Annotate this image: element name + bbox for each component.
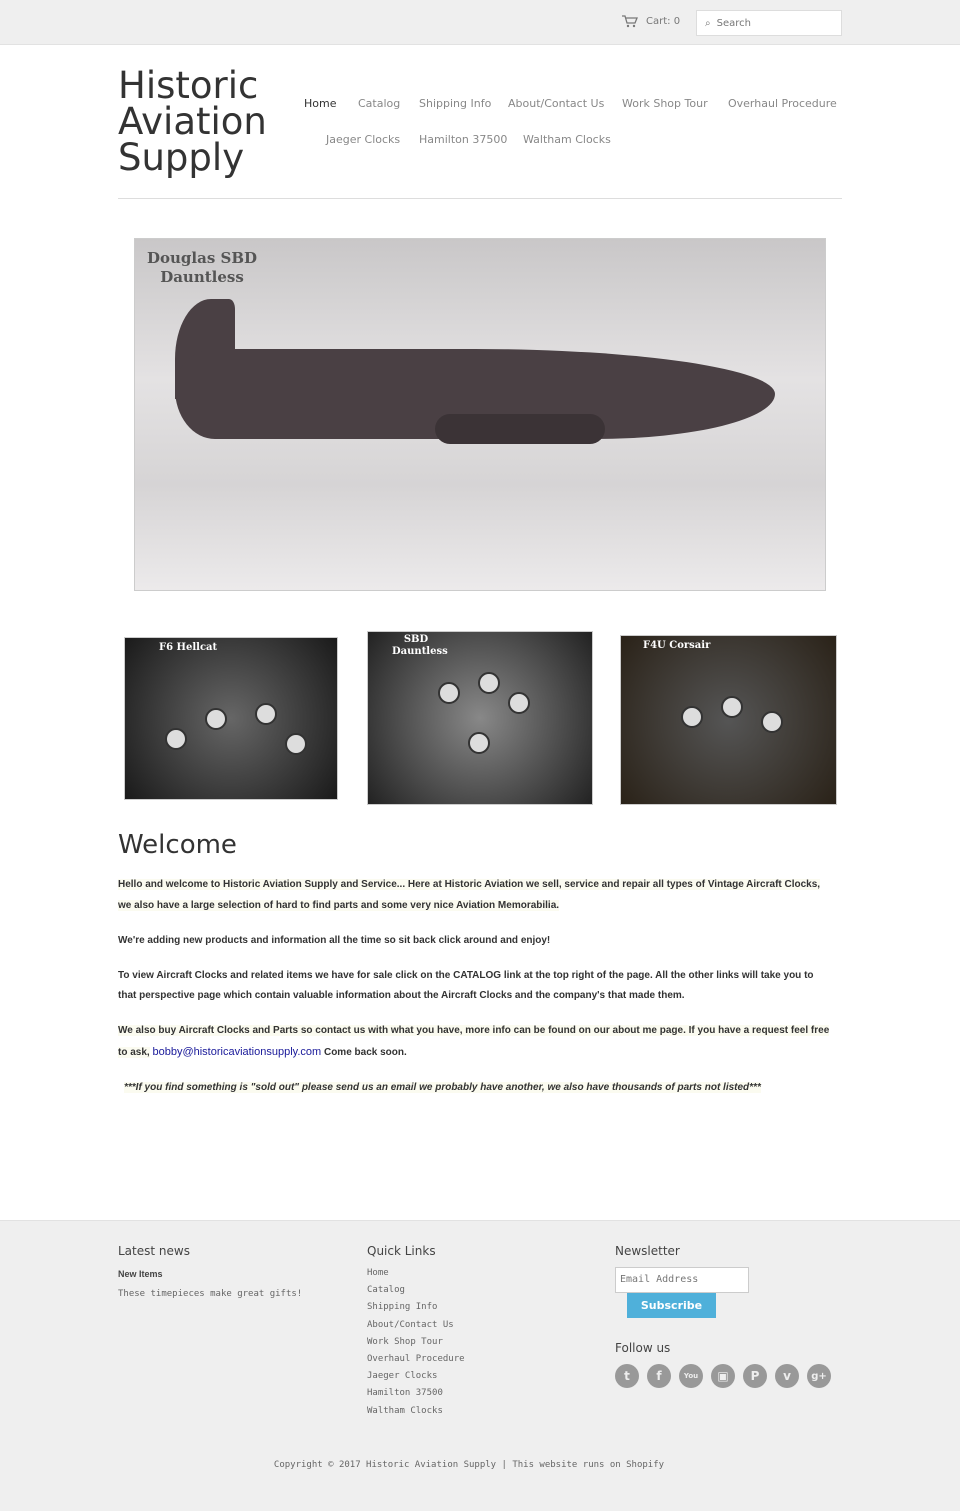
- vimeo-icon[interactable]: v: [775, 1364, 799, 1388]
- welcome-paragraph: To view Aircraft Clocks and related items we have for sale click on the CATALOG link at the top right of the page. All the other links will take you to that perspective page which contain valuable information about the Aircraft Clocks and the company's that made them.: [118, 969, 814, 1001]
- subscribe-button[interactable]: Subscribe: [627, 1293, 716, 1318]
- nav-home[interactable]: Home: [304, 97, 337, 110]
- news-item-text: These timepieces make great gifts!: [118, 1289, 303, 1299]
- site-logo[interactable]: [118, 64, 278, 179]
- quick-links-heading: Quick Links: [367, 1244, 436, 1258]
- header-divider: [118, 198, 842, 199]
- pinterest-icon[interactable]: P: [743, 1364, 767, 1388]
- plane-wing: [435, 414, 605, 444]
- twitter-icon[interactable]: t: [615, 1364, 639, 1388]
- cart-icon: [622, 15, 638, 28]
- thumb-caption: F4U Corsair: [643, 640, 711, 651]
- footer-link[interactable]: Waltham Clocks: [367, 1405, 443, 1416]
- nav-overhaul-procedure[interactable]: Overhaul Procedure: [728, 97, 837, 110]
- nav-shipping-info[interactable]: Shipping Info: [419, 97, 492, 110]
- copyright: Copyright © 2017 Historic Aviation Supply | This website runs on Shopify: [273, 1460, 665, 1470]
- latest-news-heading: Latest news: [118, 1244, 190, 1258]
- footer-link[interactable]: Jaeger Clocks: [367, 1371, 438, 1382]
- welcome-paragraph: We're adding new products and information all the time so sit back click around and enjoy!: [118, 934, 551, 946]
- nav-catalog[interactable]: Catalog: [358, 97, 401, 110]
- nav-jaeger-clocks[interactable]: Jaeger Clocks: [326, 133, 401, 146]
- news-item-title[interactable]: New Items: [118, 1269, 163, 1279]
- footer-link[interactable]: About/Contact Us: [367, 1319, 454, 1330]
- welcome-heading: Welcome: [118, 830, 237, 860]
- footer-link[interactable]: Hamilton 37500: [367, 1388, 443, 1399]
- nav-hamilton-37500[interactable]: Hamilton 37500: [419, 133, 508, 146]
- footer: [0, 1220, 960, 1511]
- instagram-icon[interactable]: ▣: [711, 1364, 735, 1388]
- search-placeholder: Search: [716, 17, 751, 29]
- site-title: Historic Aviation Supply: [118, 64, 267, 179]
- youtube-icon[interactable]: You: [679, 1364, 703, 1388]
- nav-about-contact[interactable]: About/Contact Us: [508, 97, 605, 110]
- search-input[interactable]: [696, 10, 842, 36]
- email-input[interactable]: Email Address: [615, 1267, 749, 1293]
- footer-link[interactable]: Work Shop Tour: [367, 1336, 443, 1347]
- cart-link[interactable]: [622, 15, 680, 28]
- thumb-caption: SBD Dauntless: [392, 634, 448, 657]
- thumb-caption: F6 Hellcat: [159, 642, 218, 653]
- footer-link[interactable]: Catalog: [367, 1285, 405, 1296]
- thumb-sbd-dauntless: [367, 631, 593, 805]
- sold-out-note: ***If you find something is "sold out" please send us an email we probably have another, we also have thousands of parts not listed***: [124, 1081, 761, 1093]
- search-icon: ⌕: [705, 17, 711, 29]
- facebook-icon[interactable]: f: [647, 1364, 671, 1388]
- welcome-content: [118, 875, 833, 1113]
- top-bar: [0, 0, 960, 45]
- email-link[interactable]: bobby@historicaviationsupply.com: [152, 1045, 322, 1058]
- thumb-f4u-corsair: [620, 635, 837, 805]
- welcome-paragraph-end: Come back soon.: [323, 1046, 407, 1058]
- social-icons: [615, 1364, 831, 1388]
- nav-waltham-clocks[interactable]: Waltham Clocks: [523, 133, 611, 146]
- hero-caption: Douglas SBD Dauntless: [147, 249, 258, 286]
- nav-work-shop-tour[interactable]: Work Shop Tour: [622, 97, 708, 110]
- newsletter-heading: Newsletter: [615, 1244, 680, 1258]
- footer-link[interactable]: Overhaul Procedure: [367, 1353, 465, 1364]
- footer-link[interactable]: Shipping Info: [367, 1302, 438, 1313]
- quick-links-list: [367, 1268, 465, 1423]
- follow-us-heading: Follow us: [615, 1341, 671, 1355]
- welcome-paragraph: Hello and welcome to Historic Aviation Supply and Service... Here at Historic Aviation we sell, service and repair all types of Vintage Aircraft Clocks, we also have a large selection of hard to find parts and some very nice Aviation Memorabilia.: [118, 879, 821, 911]
- footer-link[interactable]: Home: [367, 1268, 389, 1278]
- cart-label: Cart: 0: [646, 16, 681, 27]
- google-plus-icon[interactable]: g+: [807, 1364, 831, 1388]
- thumb-f6-hellcat: [124, 637, 338, 800]
- welcome-paragraph: We also buy Aircraft Clocks and Parts so contact us with what you have, more info can be found on our about me page. If you have a request feel free to ask,: [118, 1025, 830, 1058]
- hero-image: [134, 238, 826, 591]
